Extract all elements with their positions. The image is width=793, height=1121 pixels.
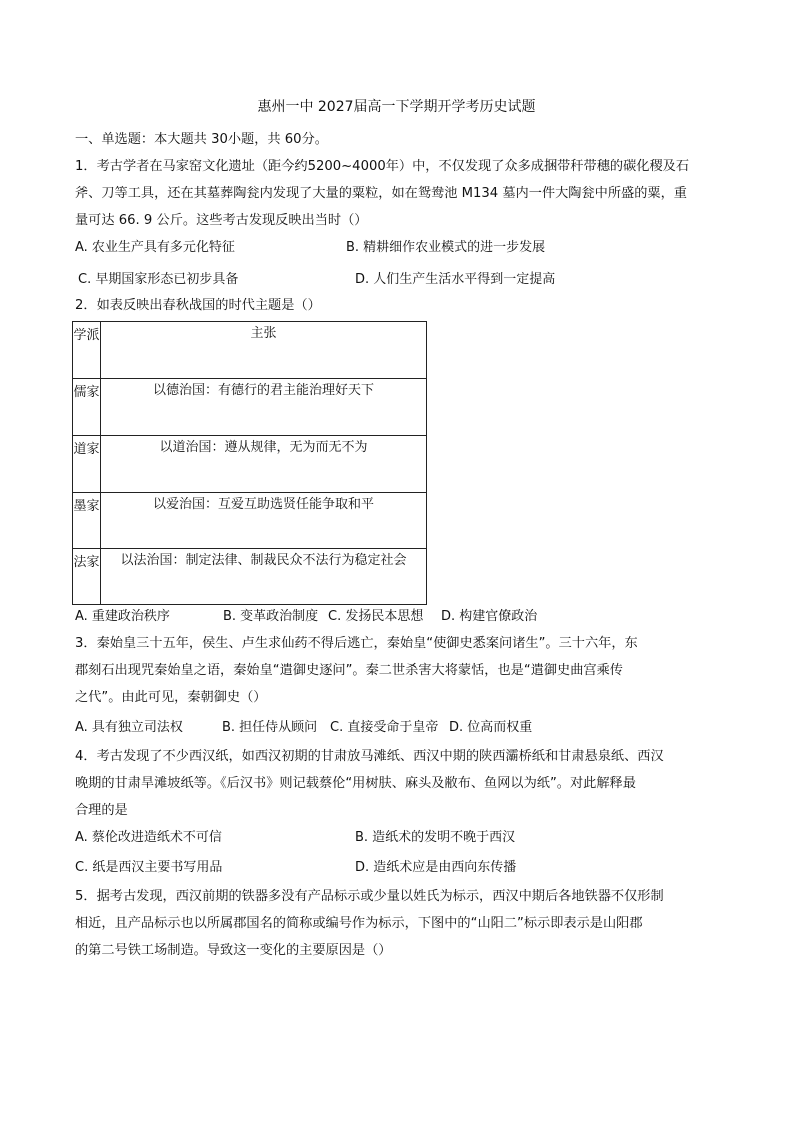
q3-line-3: 之代”。由此可见，秦朝御史（） <box>75 690 267 705</box>
exam-title: 惠州一中 2027届高一下学期开学考历史试题 <box>257 99 536 115</box>
claim-cell: 以道治国：遵从规律，无为而无不为 <box>101 436 427 493</box>
school-cell: 法家 <box>73 549 101 605</box>
q1-option-d[interactable]: D. 人们生产生活水平得到一定提高 <box>355 272 556 287</box>
table-row <box>73 493 427 549</box>
table-row <box>73 379 427 436</box>
q4-line-1: 4．考古发现了不少西汉纸，如西汉初期的甘肃放马滩纸、西汉中期的陕西灞桥纸和甘肃悬泉纸、西汉 <box>75 749 664 764</box>
q4-option-d[interactable]: D. 造纸术应是由西向东传播 <box>355 860 517 875</box>
school-cell: 道家 <box>73 436 101 493</box>
section-heading: 一、单选题：本大题共 30小题，共 60分。 <box>75 132 328 147</box>
q5-line-1: 5．据考古发现，西汉前期的铁器多没有产品标示或少量以姓氏为标示，西汉中期后各地铁器不仅形制 <box>75 889 664 904</box>
q5-line-3: 的第二号铁工场制造。导致这一变化的主要原因是（） <box>75 943 392 958</box>
q3-option-c[interactable]: C. 直接受命于皇帝 <box>330 720 439 735</box>
q5-line-2: 相近，且产品标示也以所属郡国名的简称或编号作为标示，下图中的“山阳二”标示即表示是山阳郡 <box>75 916 643 931</box>
q3-option-d[interactable]: D. 位高而权重 <box>449 720 533 735</box>
q1-option-a[interactable]: A. 农业生产具有多元化特征 <box>75 240 235 255</box>
q1-option-b[interactable]: B. 精耕细作农业模式的进一步发展 <box>346 240 546 255</box>
school-cell: 墨家 <box>73 493 101 549</box>
table-header-row <box>73 322 427 379</box>
q1-line-1: 1．考古学者在马家窑文化遗址（距今约5200~4000年）中，不仅发现了众多成捆带秆带穗的碳化稷及石 <box>75 159 690 174</box>
q1-option-c[interactable]: C. 早期国家形态已初步具备 <box>78 272 239 287</box>
q2-option-d[interactable]: D. 构建官僚政治 <box>441 609 538 624</box>
header-claim: 主张 <box>101 322 427 379</box>
q3-line-1: 3．秦始皇三十五年，侯生、卢生求仙药不得后逃亡，秦始皇“使御史悉案问诸生”。三十六年，东 <box>75 636 638 651</box>
schools-table <box>72 321 427 605</box>
q4-line-2: 晚期的甘肃旱滩坡纸等。《后汉书》则记载蔡伦“用树肤、麻头及敝布、鱼网以为纸”。对此解释最 <box>75 776 636 791</box>
q3-option-b[interactable]: B. 担任侍从顾问 <box>222 720 318 735</box>
q4-line-3: 合理的是 <box>75 803 128 818</box>
q3-option-a[interactable]: A. 具有独立司法权 <box>75 720 183 735</box>
q2-option-c[interactable]: C. 发扬民本思想 <box>328 609 424 624</box>
q4-option-b[interactable]: B. 造纸术的发明不晚于西汉 <box>355 830 516 845</box>
q4-option-c[interactable]: C. 纸是西汉主要书写用品 <box>75 860 223 875</box>
claim-cell: 以德治国：有德行的君主能治理好天下 <box>101 379 427 436</box>
claim-cell: 以法治国：制定法律、制裁民众不法行为稳定社会 <box>101 549 427 605</box>
q3-line-2: 郡刻石出现咒秦始皇之语，秦始皇“遣御史逐问”。秦二世杀害大将蒙恬，也是“遣御史曲宫乘传 <box>75 663 623 678</box>
table-row <box>73 549 427 605</box>
q2-stem: 2．如表反映出春秋战国的时代主题是（） <box>75 298 321 313</box>
header-school: 学派 <box>73 322 101 379</box>
q4-option-a[interactable]: A. 蔡伦改进造纸术不可信 <box>75 830 222 845</box>
q1-line-3: 量可达 66. 9 公斤。这些考古发现反映出当时（） <box>75 213 368 228</box>
table-row <box>73 436 427 493</box>
school-cell: 儒家 <box>73 379 101 436</box>
q2-option-a[interactable]: A. 重建政治秩序 <box>75 609 170 624</box>
q2-option-b[interactable]: B. 变革政治制度 <box>223 609 319 624</box>
claim-cell: 以爱治国：互爱互助选贤任能争取和平 <box>101 493 427 549</box>
q1-line-2: 斧、刀等工具，还在其墓葬陶瓮内发现了大量的粟粒，如在鸳鸯池 M134 墓内一件大陶瓮中所盛的粟，重 <box>75 186 687 201</box>
